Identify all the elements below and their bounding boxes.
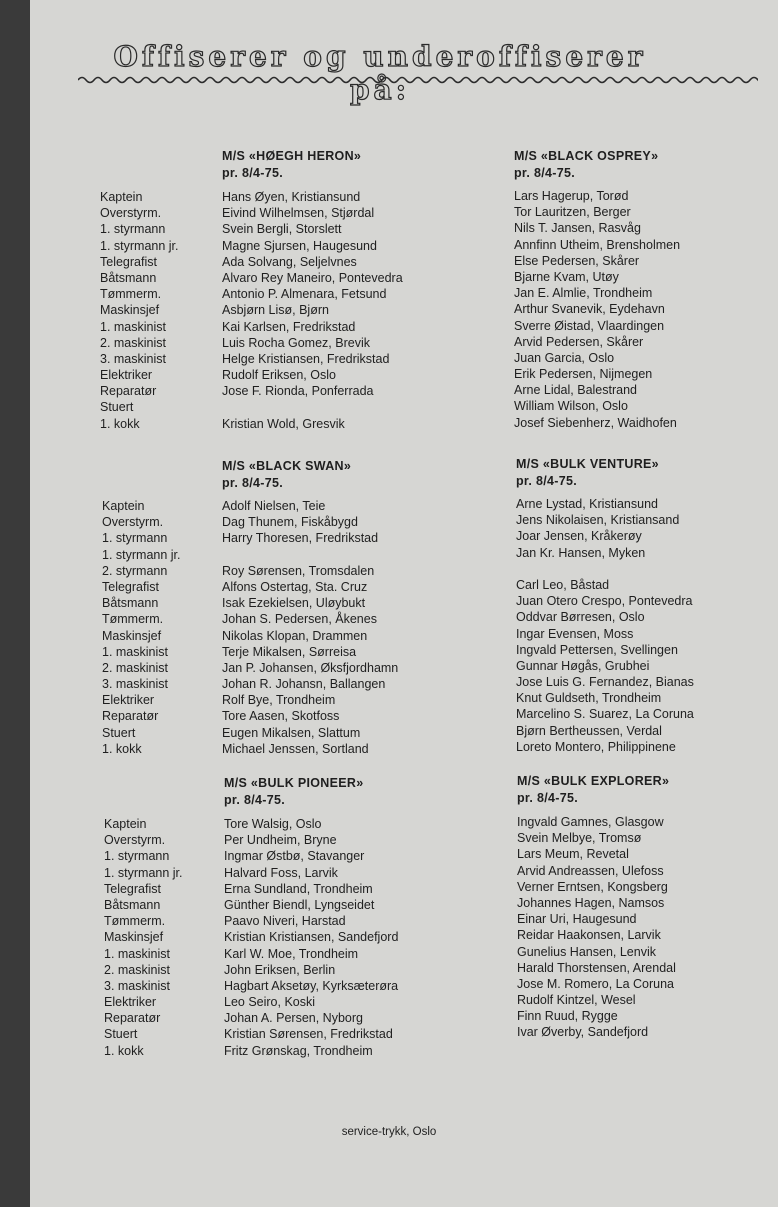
list-item: Sverre Øistad, Vlaardingen <box>514 318 665 333</box>
list-item: Maskinsjef <box>104 930 164 945</box>
list-item: Carl Leo, Båstad <box>516 577 610 592</box>
list-item: Johan S. Pedersen, Åkenes <box>222 612 377 627</box>
list-item: Alfons Ostertag, Sta. Cruz <box>222 579 368 594</box>
list-item: Einar Uri, Haugesund <box>517 912 637 927</box>
list-item: Kaptein <box>100 190 143 204</box>
list-item: Knut Guldseth, Trondheim <box>516 691 662 706</box>
list-item: 1. styrmann jr. <box>104 865 183 880</box>
list-item: Ingmar Østbø, Stavanger <box>224 849 365 864</box>
list-item: 1. maskinist <box>102 644 168 659</box>
list-item: Lars Hagerup, Torød <box>514 189 629 203</box>
ship-date: pr. 8/4-75. <box>222 476 283 490</box>
list-item: Nils T. Jansen, Rasvåg <box>514 221 641 236</box>
list-item: 2. maskinist <box>104 962 170 977</box>
list-item: Elektriker <box>100 368 153 383</box>
list-item: Ivar Øverby, Sandefjord <box>517 1025 649 1040</box>
list-item: Jan E. Almlie, Trondheim <box>514 286 653 301</box>
list-item: Gunnar Høgås, Grubhei <box>516 658 650 673</box>
list-item: Annfinn Utheim, Brensholmen <box>514 237 681 252</box>
list-item: Antonio P. Almenara, Fetsund <box>222 287 387 302</box>
list-item: Kaptein <box>104 817 147 831</box>
ship-name: M/S «BULK VENTURE» <box>516 457 659 471</box>
list-item: Bjarne Kvam, Utøy <box>514 269 619 284</box>
list-item: Marcelino S. Suarez, La Coruna <box>516 707 694 722</box>
list-item: Overstyrm. <box>100 206 162 221</box>
ship-date: pr. 8/4-75. <box>517 791 578 805</box>
list-item: 1. kokk <box>104 1043 144 1058</box>
list-item: Kristian Wold, Gresvik <box>222 416 345 431</box>
list-item: Stuert <box>100 400 134 415</box>
names-bulk-venture <box>516 496 694 755</box>
list-item: Josef Siebenherz, Waidhofen <box>514 415 677 430</box>
list-item: Kristian Kristiansen, Sandefjord <box>224 930 399 945</box>
roles-black-swan <box>102 498 181 757</box>
list-item: Båtsmann <box>104 897 161 912</box>
list-item: Arne Lystad, Kristiansund <box>516 497 658 511</box>
list-item: Juan Otero Crespo, Pontevedra <box>516 594 693 609</box>
list-item: Arvid Andreassen, Ulefoss <box>517 863 664 878</box>
list-item: Johannes Hagen, Namsos <box>517 895 665 910</box>
list-item: 1. maskinist <box>100 319 166 334</box>
list-item: Dag Thunem, Fiskåbygd <box>222 515 358 530</box>
list-item: Overstyrm. <box>102 515 164 530</box>
list-item: Hans Øyen, Kristiansund <box>222 190 361 204</box>
ship-name: M/S «BULK EXPLORER» <box>517 774 670 788</box>
ship-date: pr. 8/4-75. <box>516 474 577 488</box>
list-item: Paavo Niveri, Harstad <box>224 914 346 929</box>
list-item: Asbjørn Lisø, Bjørn <box>222 303 329 318</box>
ship-name: M/S «BLACK OSPREY» <box>514 149 659 163</box>
list-item: Loreto Montero, Philippinene <box>516 739 676 754</box>
list-item: Lars Meum, Revetal <box>517 847 629 862</box>
list-item: Oddvar Børresen, Oslo <box>516 610 645 625</box>
list-item: 3. maskinist <box>100 351 166 366</box>
ship-heading-bulk-pioneer <box>224 775 363 809</box>
list-item: Stuert <box>102 725 136 740</box>
list-item: Tømmerm. <box>102 612 164 627</box>
list-item: Adolf Nielsen, Teie <box>222 499 326 513</box>
list-item: Gunelius Hansen, Lenvik <box>517 944 656 959</box>
list-item: Tor Lauritzen, Berger <box>514 205 631 220</box>
list-item: Ingar Evensen, Moss <box>516 626 634 641</box>
list-item: 1. kokk <box>100 416 140 431</box>
printer-credit: service-trykk, Oslo <box>341 1126 437 1138</box>
list-item: 2. maskinist <box>102 660 168 675</box>
list-item: Kaptein <box>102 499 145 513</box>
roles-bulk-pioneer <box>104 816 183 1059</box>
list-item: William Wilson, Oslo <box>514 399 628 414</box>
list-item: Tore Walsig, Oslo <box>224 817 322 831</box>
list-item: 1. styrmann jr. <box>100 238 179 253</box>
list-item: Jens Nikolaisen, Kristiansand <box>516 513 680 528</box>
list-item: Ingvald Pettersen, Svellingen <box>516 642 678 657</box>
ship-heading-bulk-explorer <box>517 773 669 807</box>
list-item: Arthur Svanevik, Eydehavn <box>514 302 665 317</box>
list-item: Jose F. Rionda, Ponferrada <box>222 384 374 399</box>
ship-name: M/S «HØEGH HERON» <box>222 149 362 163</box>
list-item <box>222 399 403 415</box>
list-item: Terje Mikalsen, Sørreisa <box>222 644 357 659</box>
page-title: Offiserer og underoffiserer på: <box>113 40 647 106</box>
ship-date: pr. 8/4-75. <box>514 166 575 180</box>
list-item: Johan R. Johansn, Ballangen <box>222 677 386 692</box>
ship-date: pr. 8/4-75. <box>222 166 283 180</box>
list-item: Alvaro Rey Maneiro, Pontevedra <box>222 270 403 285</box>
list-item: Jan P. Johansen, Øksfjordhamn <box>222 660 399 675</box>
list-item: Harald Thorstensen, Arendal <box>517 960 676 975</box>
list-item: Erna Sundland, Trondheim <box>224 881 373 896</box>
list-item: Telegrafist <box>100 254 157 269</box>
ship-heading-hoegh-heron <box>222 148 361 182</box>
list-item: Joar Jensen, Kråkerøy <box>516 529 642 544</box>
list-item: Erik Pedersen, Nijmegen <box>514 367 653 382</box>
list-item: Tømmerm. <box>104 914 166 929</box>
names-black-osprey <box>514 188 680 431</box>
list-item: Arne Lidal, Balestrand <box>514 383 637 398</box>
list-item: Karl W. Moe, Trondheim <box>224 946 359 961</box>
list-item: Helge Kristiansen, Fredrikstad <box>222 351 390 366</box>
ship-name: M/S «BULK PIONEER» <box>224 776 364 790</box>
list-item: 1. styrmann <box>104 849 170 864</box>
list-item: Nikolas Klopan, Drammen <box>222 628 368 643</box>
list-item: Juan Garcia, Oslo <box>514 350 615 365</box>
list-item: Else Pedersen, Skårer <box>514 253 640 268</box>
list-item: Michael Jenssen, Sortland <box>222 741 369 756</box>
list-item: Overstyrm. <box>104 833 166 848</box>
list-item: Reparatør <box>100 384 157 399</box>
list-item: John Eriksen, Berlin <box>224 962 336 977</box>
list-item: 3. maskinist <box>102 677 168 692</box>
list-item: Svein Melbye, Tromsø <box>517 831 642 846</box>
names-hoegh-heron <box>222 189 403 432</box>
ship-heading-bulk-venture <box>516 456 659 490</box>
list-item: 1. styrmann jr. <box>102 547 181 562</box>
list-item: Maskinsjef <box>102 628 162 643</box>
list-item: Reidar Haakonsen, Larvik <box>517 928 661 943</box>
list-item: Reparatør <box>102 709 159 724</box>
list-item: Roy Sørensen, Tromsdalen <box>222 563 375 578</box>
list-item: 1. styrmann <box>100 222 166 237</box>
list-item: Eugen Mikalsen, Slattum <box>222 725 361 740</box>
list-item: Johan A. Persen, Nyborg <box>224 1011 363 1026</box>
list-item: Rudolf Kintzel, Wesel <box>517 993 636 1008</box>
list-item: Günther Biendl, Lyngseidet <box>224 897 375 912</box>
list-item: Rudolf Eriksen, Oslo <box>222 368 336 383</box>
list-item: Elektriker <box>104 995 157 1010</box>
list-item: 1. maskinist <box>104 946 170 961</box>
list-item: 3. maskinist <box>104 978 170 993</box>
list-item: Ada Solvang, Seljelvnes <box>222 254 357 269</box>
list-item: Båtsmann <box>102 596 159 611</box>
list-item: Tore Aasen, Skotfoss <box>222 709 340 724</box>
ship-date: pr. 8/4-75. <box>224 793 285 807</box>
list-item: Stuert <box>104 1027 138 1042</box>
roles-hoegh-heron <box>100 189 179 432</box>
list-item: Per Undheim, Bryne <box>224 833 337 848</box>
list-item: Ingvald Gamnes, Glasgow <box>517 815 664 829</box>
list-item: Reparatør <box>104 1011 161 1026</box>
list-item: Jose M. Romero, La Coruna <box>517 976 675 991</box>
list-item: Bjørn Bertheussen, Verdal <box>516 723 662 738</box>
ship-heading-black-osprey <box>514 148 658 182</box>
list-item: Svein Bergli, Storslett <box>222 222 342 237</box>
list-item: Jose Luis G. Fernandez, Bianas <box>516 675 694 690</box>
list-item: 2. maskinist <box>100 335 166 350</box>
list-item: Kai Karlsen, Fredrikstad <box>222 319 356 334</box>
list-item: Arvid Pedersen, Skårer <box>514 334 644 349</box>
ship-name: M/S «BLACK SWAN» <box>222 459 352 473</box>
list-item: Magne Sjursen, Haugesund <box>222 238 377 253</box>
ship-heading-black-swan <box>222 458 351 492</box>
list-item: Harry Thoresen, Fredrikstad <box>222 531 379 546</box>
list-item: Verner Erntsen, Kongsberg <box>517 879 668 894</box>
list-item: 1. kokk <box>102 741 142 756</box>
list-item: Telegrafist <box>104 881 161 896</box>
list-item: Leo Seiro, Koski <box>224 995 316 1010</box>
list-item: Luis Rocha Gomez, Brevik <box>222 335 370 350</box>
list-item: 1. styrmann <box>102 531 168 546</box>
names-black-swan <box>222 498 398 757</box>
list-item: 2. styrmann <box>102 563 168 578</box>
list-item: Eivind Wilhelmsen, Stjørdal <box>222 206 375 221</box>
list-item: Jan Kr. Hansen, Myken <box>516 545 646 560</box>
list-item: Kristian Sørensen, Fredrikstad <box>224 1027 393 1042</box>
list-item: Halvard Foss, Larvik <box>224 865 338 880</box>
list-item: Hagbart Aksetøy, Kyrksæterøra <box>224 978 399 993</box>
list-item: Fritz Grønskag, Trondheim <box>224 1043 373 1058</box>
list-item: Tømmerm. <box>100 287 162 302</box>
list-item: Isak Ezekielsen, Uløybukt <box>222 596 366 611</box>
decorative-wave-line <box>78 74 758 86</box>
list-item <box>516 561 694 577</box>
list-item: Elektriker <box>102 693 155 708</box>
list-item: Finn Ruud, Rygge <box>517 1009 618 1024</box>
names-bulk-pioneer <box>224 816 398 1059</box>
list-item <box>222 547 398 563</box>
list-item: Båtsmann <box>100 270 157 285</box>
list-item: Rolf Bye, Trondheim <box>222 693 336 708</box>
names-bulk-explorer <box>517 814 676 1041</box>
list-item: Maskinsjef <box>100 303 160 318</box>
list-item: Telegrafist <box>102 579 159 594</box>
